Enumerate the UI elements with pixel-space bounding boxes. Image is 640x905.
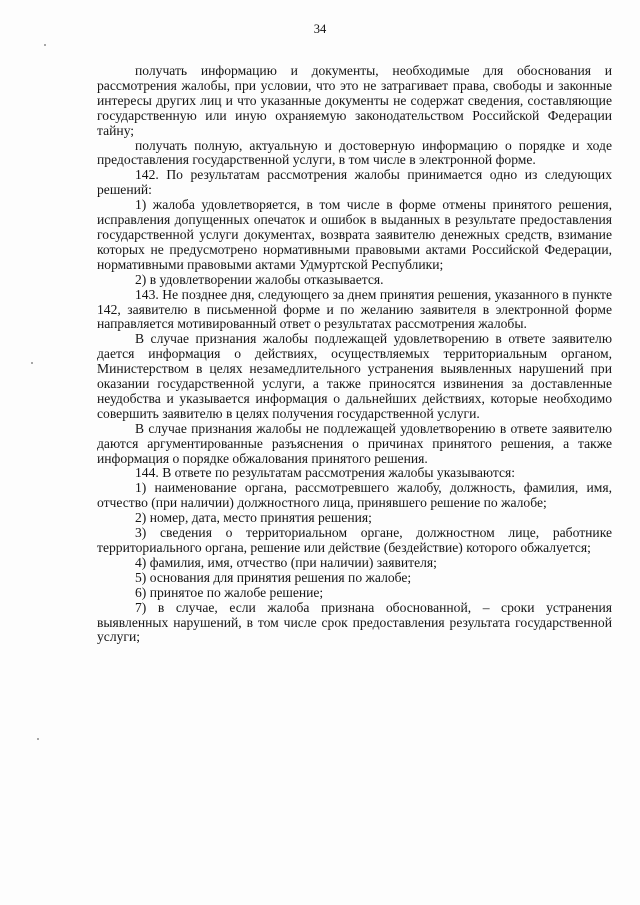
paragraph-right-to-documents: получать информацию и документы, необходимые для обоснования и рассмотрения жалобы, при условии, что это не затрагивает права, свободы и законные интересы других лиц и что указанные документы не содержат сведения, составляющие государственную или иную охраняемую законодательством Российской Федерации тайну;	[97, 63, 612, 138]
page-number: 34	[313, 22, 327, 36]
paragraph-144-item-5: 5) основания для принятия решения по жалобе;	[135, 569, 412, 585]
scan-speck	[31, 362, 33, 364]
paragraph-144: 144. В ответе по результатам рассмотрения жалобы указываются:	[135, 465, 516, 481]
paragraph-complaint-rejected: В случае признания жалобы не подлежащей удовлетворению в ответе заявителю даются аргументированные разъяснения о причинах принятого решения, а также информация о порядке обжалования принятого решения.	[97, 420, 612, 466]
paragraph-144-item-1: 1) наименование органа, рассмотревшего жалобу, должность, фамилия, имя, отчество (при наличии) должностного лица, принявшего решение по жалобе;	[97, 480, 612, 511]
scan-speck	[44, 44, 46, 46]
paragraph-142-item-2: 2) в удовлетворении жалобы отказывается.	[135, 271, 384, 287]
paragraph-complaint-upheld: В случае признания жалобы подлежащей удовлетворению в ответе заявителю дается информация о действиях, осуществляемых территориальным органом, Министерством в целях незамедлительного устранения выявленных нарушений при оказании государственной услуги, а также приносятся извинения за доставленные неудобства и указывается информация о дальнейших действиях, которые необходимо совершить заявителю в целях получения государственной услуги.	[97, 331, 612, 421]
paragraph-144-item-7: 7) в случае, если жалоба признана обоснованной, – сроки устранения выявленных нарушений, в том числе срок предоставления результата государственной услуги;	[97, 599, 612, 645]
scan-speck	[37, 738, 39, 740]
paragraph-143: 143. Не позднее дня, следующего за днем принятия решения, указанного в пункте 142, заявителю в письменной форме и по желанию заявителя в электронной форме направляется мотивированный ответ о результатах рассмотрения жалобы.	[97, 286, 612, 332]
paragraph-142: 142. По результатам рассмотрения жалобы принимается одно из следующих решений:	[97, 167, 612, 198]
paragraph-142-item-1: 1) жалоба удовлетворяется, в том числе в форме отмены принятого решения, исправления допущенных опечаток и ошибок в выданных в результате предоставления государственной услуги документах, возврата заявителю денежных средств, взимание которых не предусмотрено нормативными правовыми актами Российской Федерации, нормативными правовыми актами Удмуртской Республики;	[97, 197, 612, 272]
paragraph-144-item-6: 6) принятое по жалобе решение;	[135, 584, 324, 600]
paragraph-144-item-2: 2) номер, дата, место принятия решения;	[135, 510, 372, 526]
paragraph-144-item-3: 3) сведения о территориальном органе, должностном лице, работнике территориального органа, решение или действие (бездействие) которого обжалуется;	[97, 525, 612, 555]
document-body	[97, 64, 612, 645]
paragraph-144-item-4: 4) фамилия, имя, отчество (при наличии) заявителя;	[135, 554, 437, 570]
paragraph-right-to-information: получать полную, актуальную и достоверную информацию о порядке и ходе предоставления государственной услуги, в том числе в электронной форме.	[97, 137, 612, 168]
